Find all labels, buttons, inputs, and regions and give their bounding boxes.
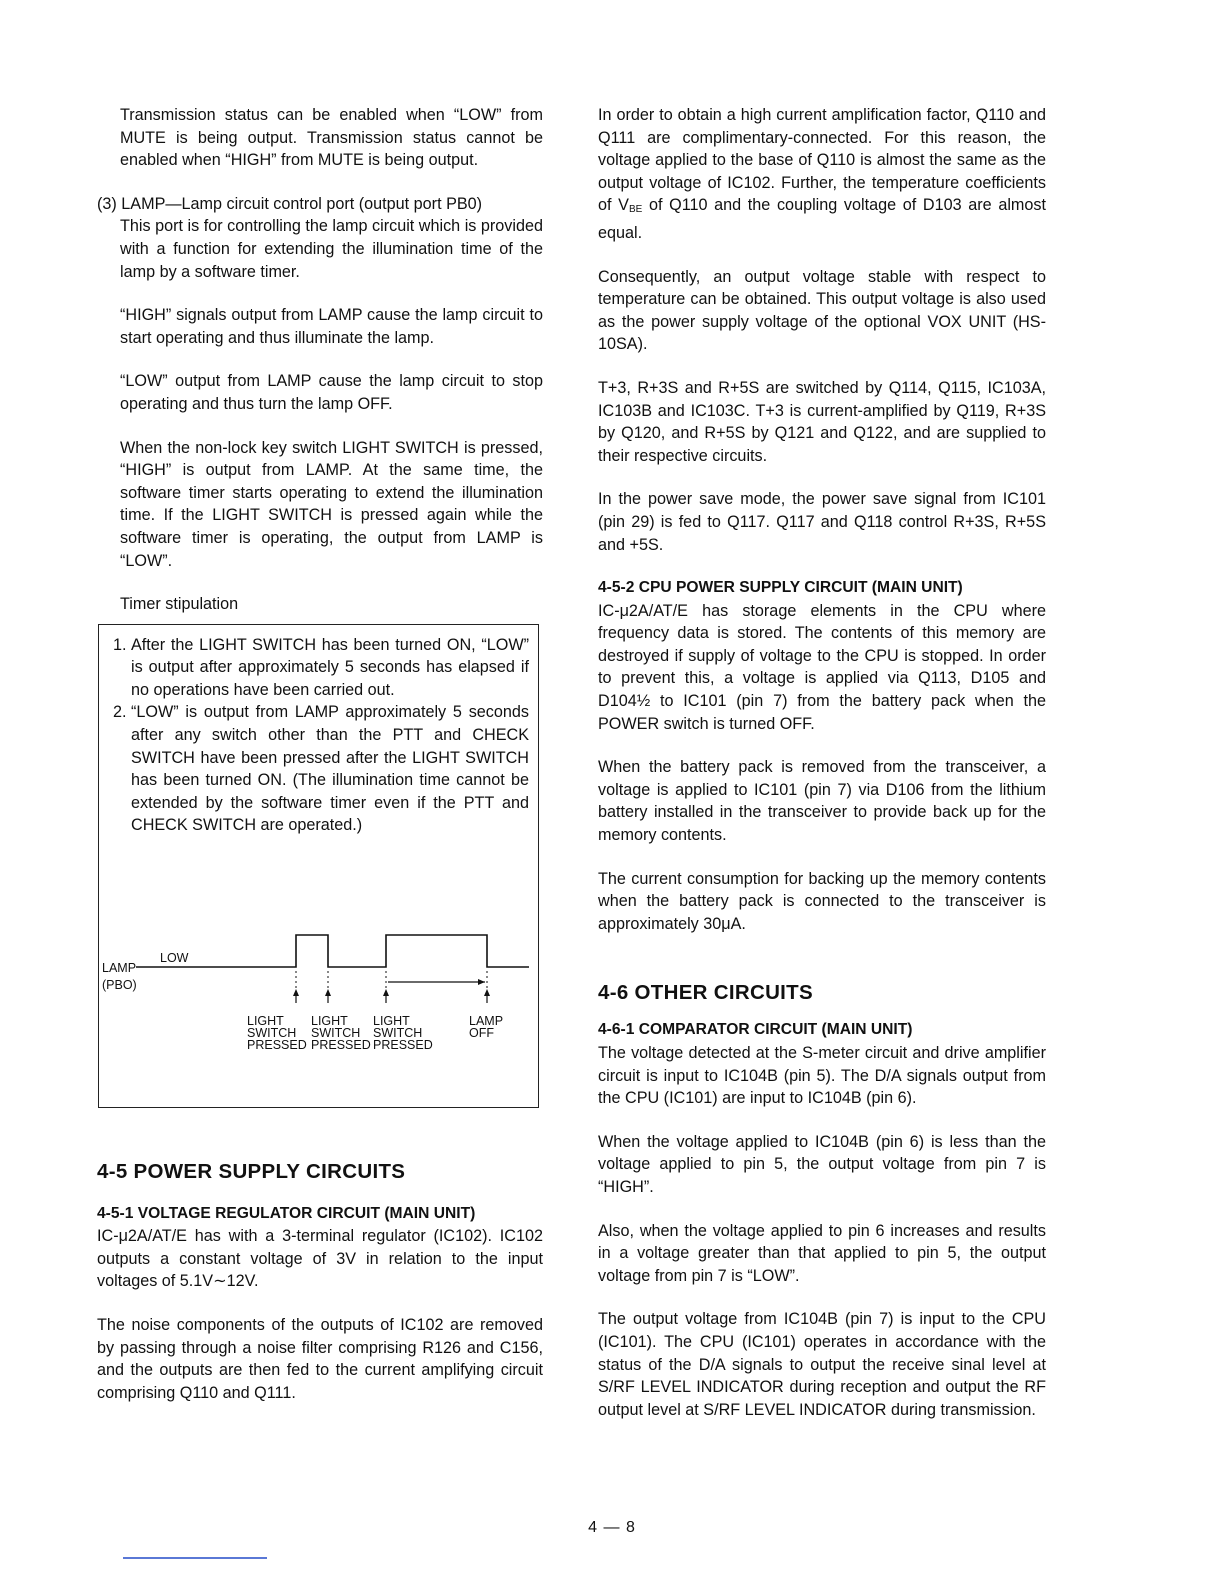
section-4-6-title: 4-6 OTHER CIRCUITS (598, 981, 813, 1005)
lamp-timing-diagram (99, 925, 539, 1065)
event-3-line-1: LIGHT (373, 1013, 410, 1028)
paragraph-light-switch: When the non-lock key switch LIGHT SWITCH is pressed, “HIGH” is output from LAMP. At the same time, the software timer starts operating to extend the illumination time. If the LIGHT SWITCH is pressed again while the software timer is operating, the output from LAMP is “LOW”. (120, 438, 543, 570)
paragraph-current-amplification (598, 104, 1046, 245)
section-4-5-title: 4-5 POWER SUPPLY CIRCUITS (97, 1159, 406, 1183)
up-arrow-icon (325, 989, 331, 1003)
paragraph-stable-output: Consequently, an output voltage stable with respect to temperature can be obtained. This output voltage is also used as the power supply voltage of the optional VOX UNIT (HS-10SA). (598, 267, 1046, 354)
timer-stipulation-label: Timer stipulation (120, 595, 239, 614)
lamp-port-heading: (3) LAMP—Lamp circuit control port (output port PB0) (97, 194, 483, 213)
page-number: 4 — 8 (588, 1519, 636, 1536)
timer-stipulation-box (98, 624, 539, 1108)
diagram-pbo-label: (PBO) (102, 977, 137, 992)
paragraph-4-5-1-b: The noise components of the outputs of IC102 are removed by passing through a noise filter comprising R126 and C156, and the outputs are then fed to the current amplifying circuit comprising Q110 and Q111. (97, 1316, 543, 1402)
up-arrow-icon (293, 989, 299, 1003)
event-1-line-2: SWITCH (247, 1025, 297, 1040)
right-column (598, 104, 1046, 1421)
paragraph-lamp-high: “HIGH” signals output from LAMP cause the lamp circuit to start operating and thus illuminate the lamp. (120, 306, 543, 347)
paragraph-4-6-1-b: When the voltage applied to IC104B (pin 6) is less than the voltage applied to pin 5, the output voltage from pin 7 is “HIGH”. (598, 1132, 1046, 1196)
up-arrow-icon (484, 989, 490, 1003)
paragraph-4-6-1-c: Also, when the voltage applied to pin 6 increases and results in a voltage greater than that applied to pin 5, the output voltage from pin 7 is “LOW”. (598, 1221, 1046, 1285)
event-2-line-2: SWITCH (311, 1025, 361, 1040)
event-4-line-2: OFF (469, 1025, 494, 1040)
diagram-lamp-label: LAMP (102, 960, 137, 975)
event-1-line-3: PRESSED (247, 1037, 307, 1052)
paragraph-4-6-1-d: The output voltage from IC104B (pin 7) is input to the CPU (IC101). The CPU (IC101) operates in accordance with the status of the D/A signals to output the receive sinal level at S/RF LEVEL INDICATOR during reception and output the RF output level at S/RF LEVEL INDICATOR during transmission. (598, 1310, 1046, 1419)
paragraph-lamp-low: “LOW” output from LAMP cause the lamp circuit to stop operating and thus turn the lamp OFF. (120, 372, 543, 413)
paragraph-switched-supplies: T+3, R+3S and R+5S are switched by Q114, Q115, IC103A, IC103B and IC103C. T+3 is current-amplified by Q119, R+3S by Q120, and R+5S by Q121 and Q122, and are supplied to their respective circuits. (598, 378, 1046, 465)
paragraph-4-6-1-a: The voltage detected at the S-meter circuit and drive amplifier circuit is input to IC104B (pin 5). The D/A signals output from the CPU (IC101) are input to IC104B (pin 6). (598, 1044, 1046, 1108)
diagram-low-label: LOW (160, 950, 189, 965)
paragraph-current-amplification-part-2: of Q110 and the coupling voltage of D103 are almost equal. (598, 196, 1046, 242)
lamp-port-description: This port is for controlling the lamp circuit which is provided with a function for extending the illumination time of the lamp by a software timer. (120, 217, 543, 281)
paragraph-4-5-2-a: IC-μ2A/AT/E has storage elements in the CPU where frequency data is stored. The contents of this memory are destroyed if supply of voltage to the CPU is stopped. In order to prevent this, a voltage is applied via Q113, D105 and D104½ to IC101 (pin 7) from the battery pack when the POWER switch is turned OFF. (598, 601, 1046, 733)
paragraph-4-5-1-a: IC-μ2A/AT/E has with a 3-terminal regulator (IC102). IC102 outputs a constant voltage of 3V in relation to the input voltages of 5.1V∼12V. (97, 1227, 543, 1291)
paragraph-transmission-status: Transmission status can be enabled when “LOW” from MUTE is being output. Transmission status cannot be enabled when “HIGH” from MUTE is being output. (120, 106, 543, 170)
event-3-line-2: SWITCH (373, 1025, 423, 1040)
event-2-line-1: LIGHT (311, 1013, 348, 1028)
timer-stipulation-list (109, 634, 529, 837)
timer-item-2: 2. “LOW” is output from LAMP approximately 5 seconds after any switch other than the PTT and CHECK SWITCH have been pressed after the LIGHT SWITCH has been turned ON. (The illumination time cannot be extended by the software timer even if the PTT and CHECK SWITCH are operated.) (131, 701, 529, 837)
paragraph-4-5-2-c: The current consumption for backing up the memory contents when the battery pack is connected to the transceiver is approximately 30μA. (598, 869, 1046, 933)
paragraph-4-5-2-b: When the battery pack is removed from the transceiver, a voltage is applied to IC101 (pin 7) via D106 from the lithium battery installed in the transceiver to provide back up for the memory contents. (598, 758, 1046, 845)
subsection-4-5-1-title: 4-5-1 VOLTAGE REGULATOR CIRCUIT (MAIN UNIT) (97, 1204, 476, 1222)
event-3-line-3: PRESSED (373, 1037, 433, 1052)
footer-rule (123, 1557, 267, 1559)
timer-item-1: 1. After the LIGHT SWITCH has been turned ON, “LOW” is output after approximately 5 seconds has elapsed if no operations have been carried out. (131, 634, 529, 702)
event-4-line-1: LAMP (469, 1013, 504, 1028)
vbe-subscript: BE (628, 204, 643, 216)
left-column (97, 104, 543, 1404)
lamp-waveform (136, 935, 529, 967)
paragraph-power-save: In the power save mode, the power save signal from IC101 (pin 29) is fed to Q117. Q117 and Q118 control R+3S, R+5S and +5S. (598, 490, 1046, 554)
subsection-4-5-2-title: 4-5-2 CPU POWER SUPPLY CIRCUIT (MAIN UNIT) (598, 579, 963, 597)
paragraph-current-amplification-part-1: In order to obtain a high current amplification factor, Q110 and Q111 are complimentary-connected. For this reason, the voltage applied to the base of Q110 is almost the same as the output voltage of IC102. Further, the temperature coefficients of V (598, 106, 1046, 215)
up-arrow-icon (383, 989, 389, 1003)
arrowhead (478, 979, 485, 985)
subsection-4-6-1-title: 4-6-1 COMPARATOR CIRCUIT (MAIN UNIT) (598, 1021, 913, 1039)
event-2-line-3: PRESSED (311, 1037, 371, 1052)
event-1-line-1: LIGHT (247, 1013, 284, 1028)
